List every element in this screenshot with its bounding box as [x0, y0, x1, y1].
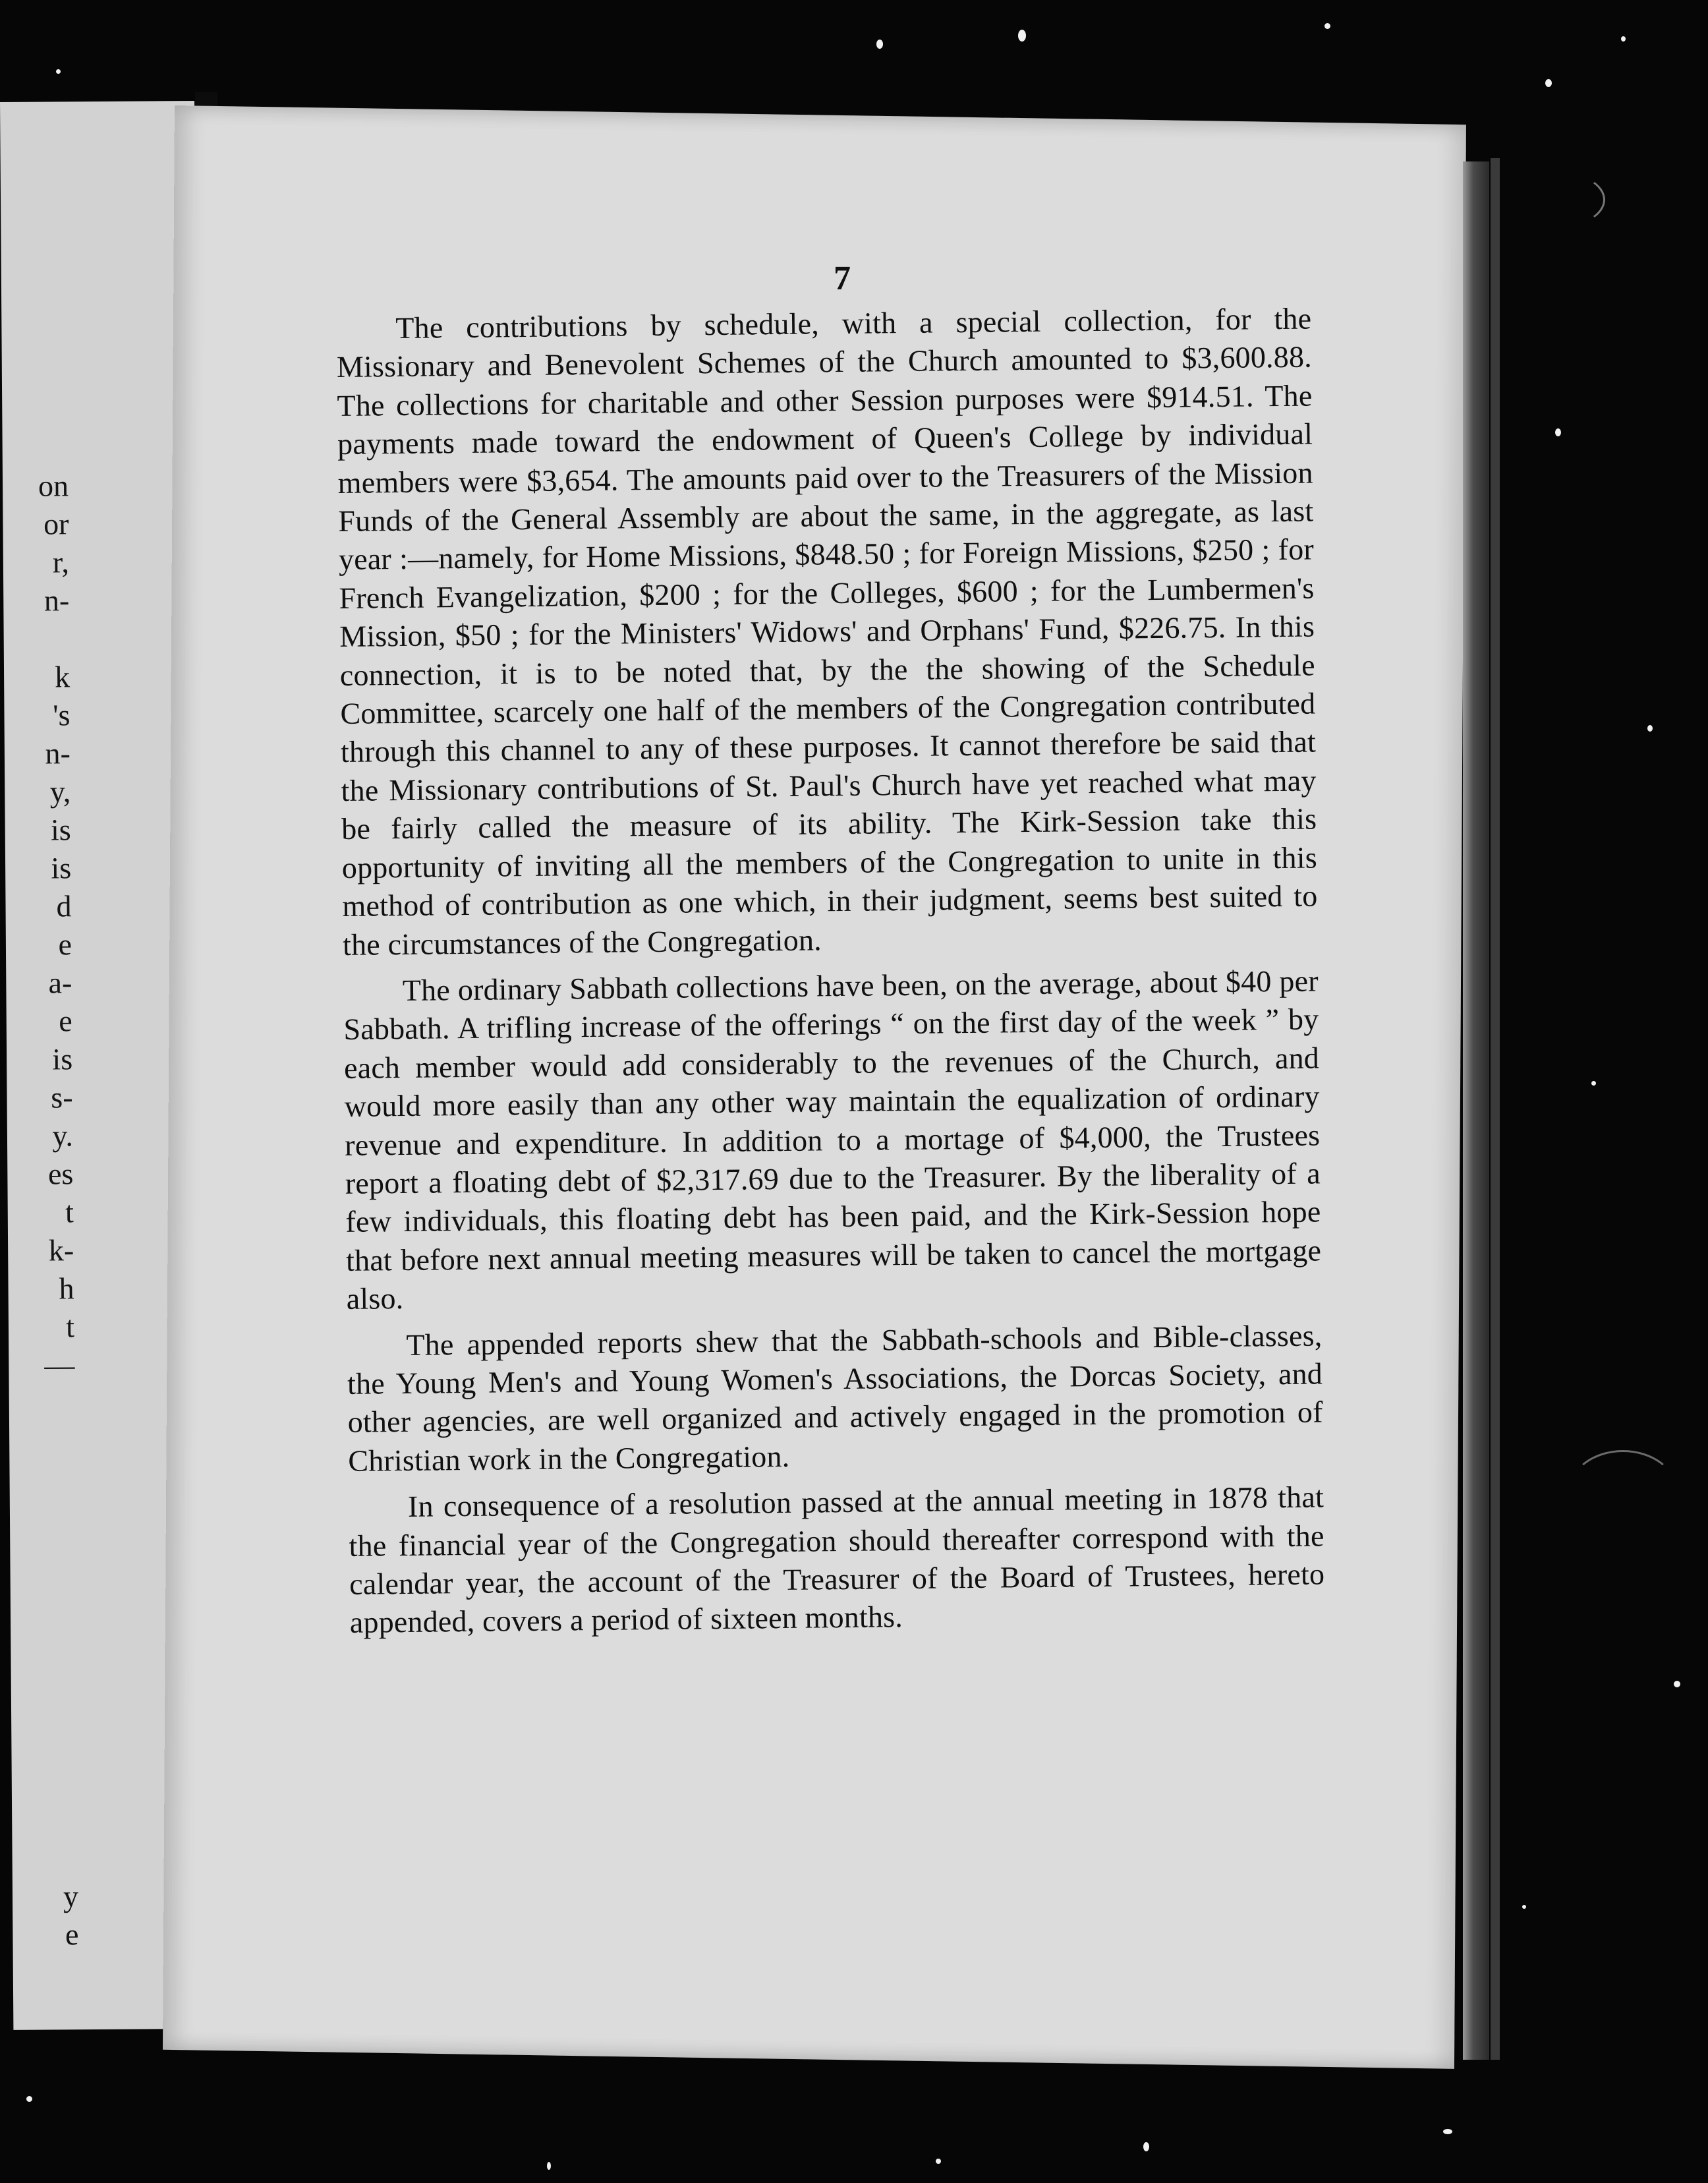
left-fragment: es — [47, 1157, 74, 1191]
left-fragment: is — [51, 851, 72, 885]
left-fragment: n- — [43, 583, 70, 618]
page-stack-edge — [1463, 161, 1489, 2060]
left-fragment: or — [43, 507, 69, 541]
paragraph-contributions: The contributions by schedule, with a special collection, for the Missionary and Benevolent Schemes of the Church amounted to $3,600.88. The collections for charitable and other Session purposes were $914.51. The payments made toward the endowment of Queen's College by individual members were $3,654. The amounts paid over to the Treasurers of the Mission Funds of the General Assembly are about the same, in the aggregate, as last year :—namely, for Home Missions, $848.50 ; for Foreign Missions, $250 ; for French Evangelization, $200 ; for the Colleges, $600 ; for the Lumbermen's Mission, $50 ; for the Ministers' Widows' and Orphans' Fund, $226.75. In this connection, it is to be noted that, by the the showing of the Schedule Committee, scarcely one half of the members of the Congregation contributed through this channel to any of these purposes. It cannot therefore be said that the Missionary contributions of St. Paul's Church have yet reached what may be fairly called the measure of its ability. The Kirk-Session take this opportunity of inviting all the members of the Congregation to unite in this method of contribution as one which, in their judgment, seems best suited to the circumstances of the Congregation. — [336, 301, 1318, 962]
left-fragment: is — [50, 813, 71, 847]
left-fragment: e — [65, 1917, 79, 1952]
left-fragment: e — [58, 927, 72, 962]
left-fragment: t — [66, 1310, 75, 1344]
paragraph-sabbath-collections: The ordinary Sabbath collections have been, on the average, about $40 per Sabbath. A trifling increase of the offerings “ on the first day of the week ” by each member would add considerably to the revenues of the Church, and would more easily than any other way maintain the equalization of ordinary revenue and expenditure. In addition to a mortage of $4,000, the Trustees report a floating debt of $2,317.69 due to the Treasurer. By the liberality of a few individuals, this floating debt has been paid, and the Kirk-Session hope that before next annual meeting measures will be taken to cancel the mortgage also. — [343, 964, 1322, 1316]
left-fragment: e — [59, 1004, 72, 1038]
left-fragment: is — [52, 1042, 73, 1076]
left-fragment: y, — [49, 774, 71, 809]
paragraph-financial-year: In consequence of a resolution passed at the annual meeting in 1878 that the financial year of the Congregation should thereafter correspond with the calendar year, the account of the Treasurer of the Board of Trustees, hereto appended, covers a period of sixteen months. — [349, 1480, 1325, 1640]
left-fragment: y — [63, 1879, 79, 1913]
left-fragment: a- — [48, 966, 72, 1000]
page-number: 7 — [834, 260, 851, 297]
left-fragment: h — [59, 1271, 74, 1306]
left-fragment: — — [44, 1348, 75, 1382]
left-fragment: on — [38, 469, 69, 503]
left-fragment: y. — [52, 1119, 74, 1153]
left-fragment: t — [65, 1195, 74, 1229]
left-fragment: s- — [51, 1080, 73, 1115]
left-fragment: k- — [48, 1233, 74, 1267]
cover-edge — [1491, 158, 1500, 2060]
left-fragment: d — [56, 889, 72, 923]
left-fragment: k — [54, 660, 71, 694]
left-fragment: n- — [45, 736, 71, 771]
left-fragment: 's — [53, 698, 71, 732]
left-fragment: r, — [52, 545, 70, 579]
body-text — [336, 300, 1325, 1650]
paragraph-appended-reports: The appended reports shew that the Sabbath-schools and Bible-classes, the Young Men's and Young Women's Associations, the Dorcas Society, and other agencies, are well organized and actively engaged in the promotion of Christian work in the Congregation. — [347, 1318, 1323, 1478]
